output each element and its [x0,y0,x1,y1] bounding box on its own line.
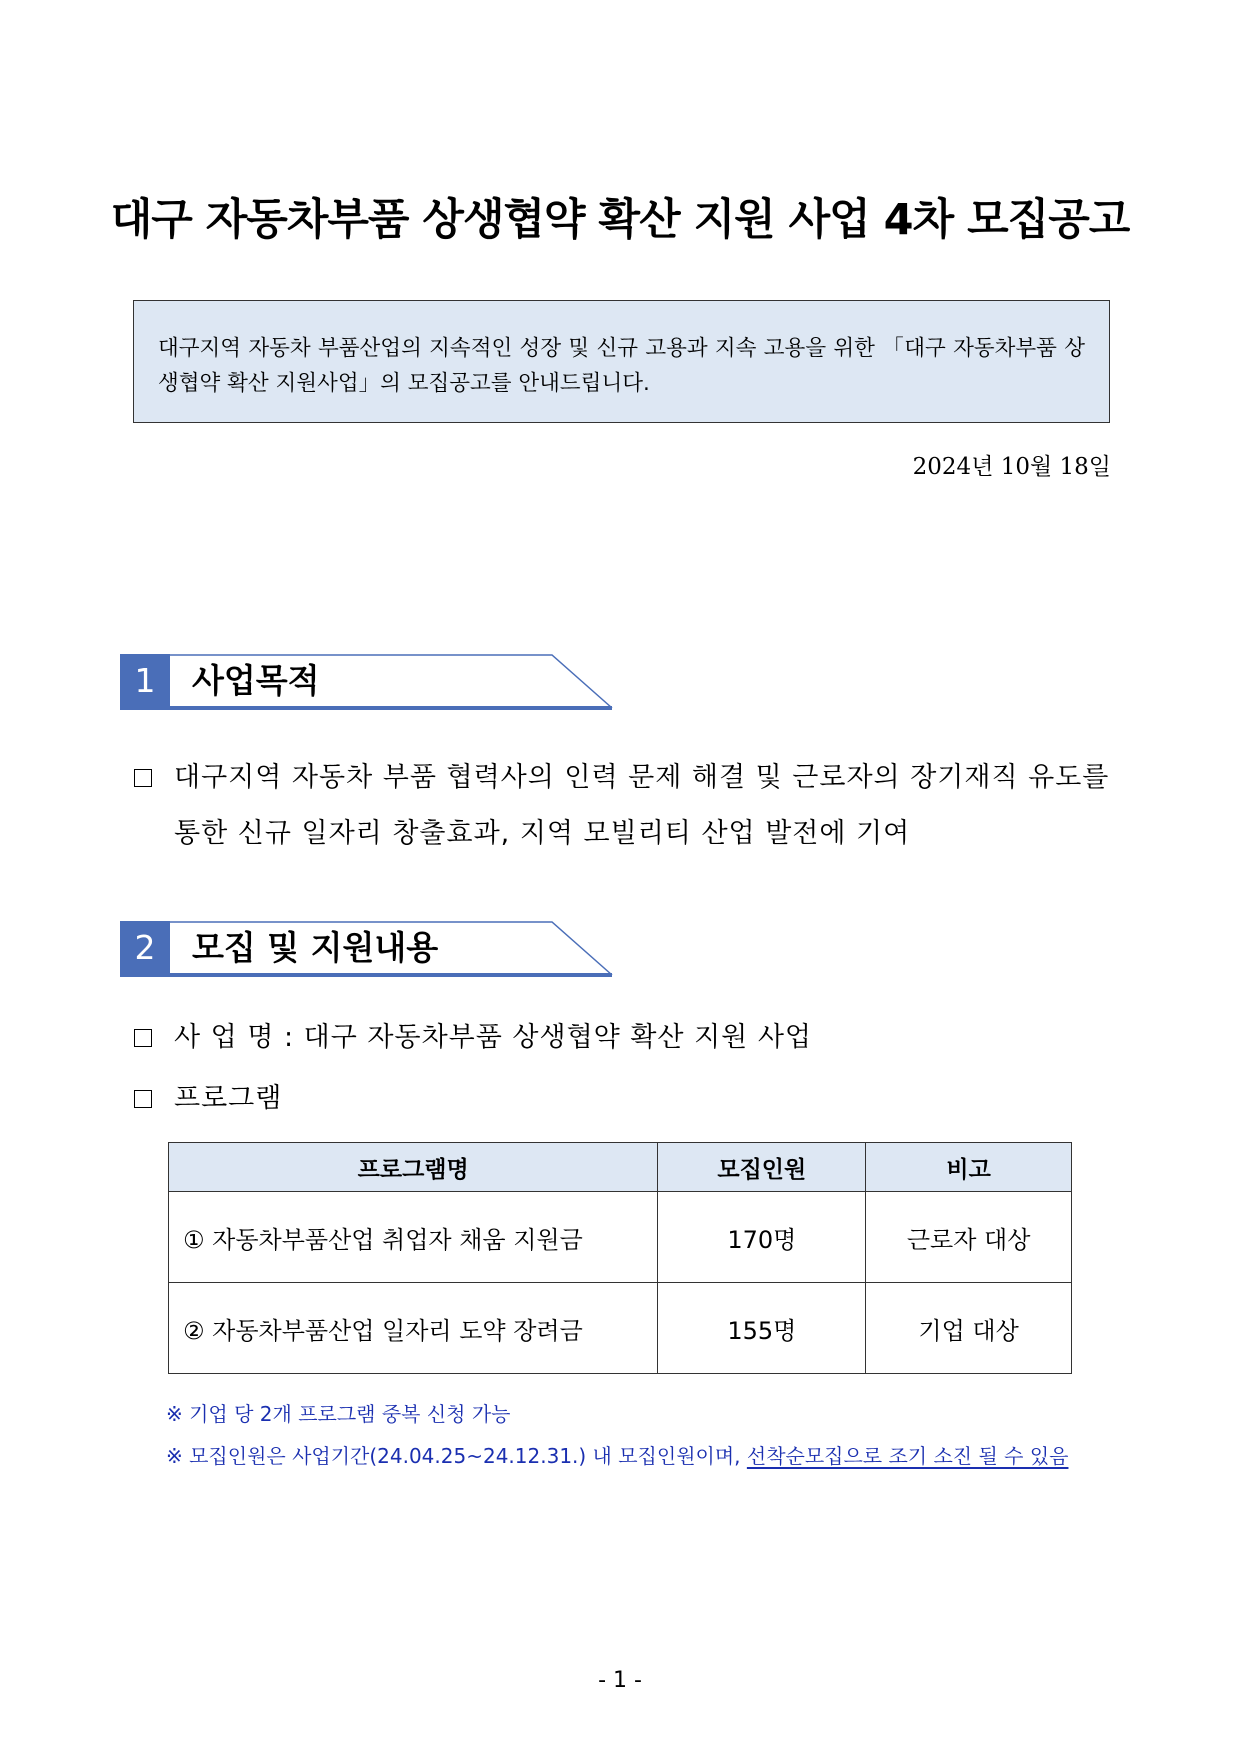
section-2-number: 2 [120,921,170,975]
table-header-row [169,1143,1072,1192]
page-number: - 1 - [598,1668,642,1693]
square-bullet-icon [134,769,152,787]
business-name-item [134,1010,1124,1066]
section-1-header [120,654,620,712]
section-1-number: 1 [120,654,170,708]
note-first-come-underlined: 선착순모집으로 조기 소진 될 수 있음 [746,1444,1069,1468]
purpose-line-2: 통한 신규 일자리 창출효과, 지역 모빌리티 산업 발전에 기여 [174,818,911,849]
header-recruit-count: 모집인원 [658,1143,866,1192]
remarks-cell: 기업 대상 [866,1283,1072,1374]
purpose-line-1: 대구지역 자동차 부품 협력사의 인력 문제 해결 및 근로자의 장기재직 유도를 [174,762,1110,793]
purpose-item [134,750,1124,862]
remarks-cell: 근로자 대상 [866,1192,1072,1283]
square-bullet-icon [134,1029,152,1047]
intro-text: 대구지역 자동차 부품산업의 지속적인 성장 및 신규 고용과 지속 고용을 위한 「대구 자동차부품 상생협약 확산 지원사업」의 모집공고를 안내드립니다. [158,336,1085,396]
header-program-name: 프로그램명 [169,1143,658,1192]
recruit-count-cell: 155명 [658,1283,866,1374]
announcement-date: 2024년 10월 18일 [912,454,1111,480]
square-bullet-icon [134,1090,152,1108]
document-title: 대구 자동차부품 상생협약 확산 지원 사업 4차 모집공고 [110,195,1130,245]
note-recruitment-text: ※ 모집인원은 사업기간(24.04.25~24.12.31.) 내 모집인원이며, [166,1444,747,1468]
table-row [169,1192,1072,1283]
recruit-count-cell: 170명 [658,1192,866,1283]
section-2-header [120,921,620,979]
table-row [169,1283,1072,1374]
program-name-cell: ① 자동차부품산업 취업자 채움 지원금 [169,1192,658,1283]
program-name-cell: ② 자동차부품산업 일자리 도약 장려금 [169,1283,658,1374]
header-remarks: 비고 [866,1143,1072,1192]
section-2-title: 모집 및 지원내용 [192,928,439,967]
section-1-title: 사업목적 [192,661,320,700]
program-table [168,1142,1072,1374]
note-duplicate-application: ※ 기업 당 2개 프로그램 중복 신청 가능 [166,1402,511,1426]
intro-box [133,300,1110,423]
note-recruitment-period [166,1440,1068,1469]
business-name-text: 사 업 명 : 대구 자동차부품 상생협약 확산 지원 사업 [174,1022,812,1053]
program-item [134,1071,1124,1127]
program-label: 프로그램 [174,1083,283,1114]
